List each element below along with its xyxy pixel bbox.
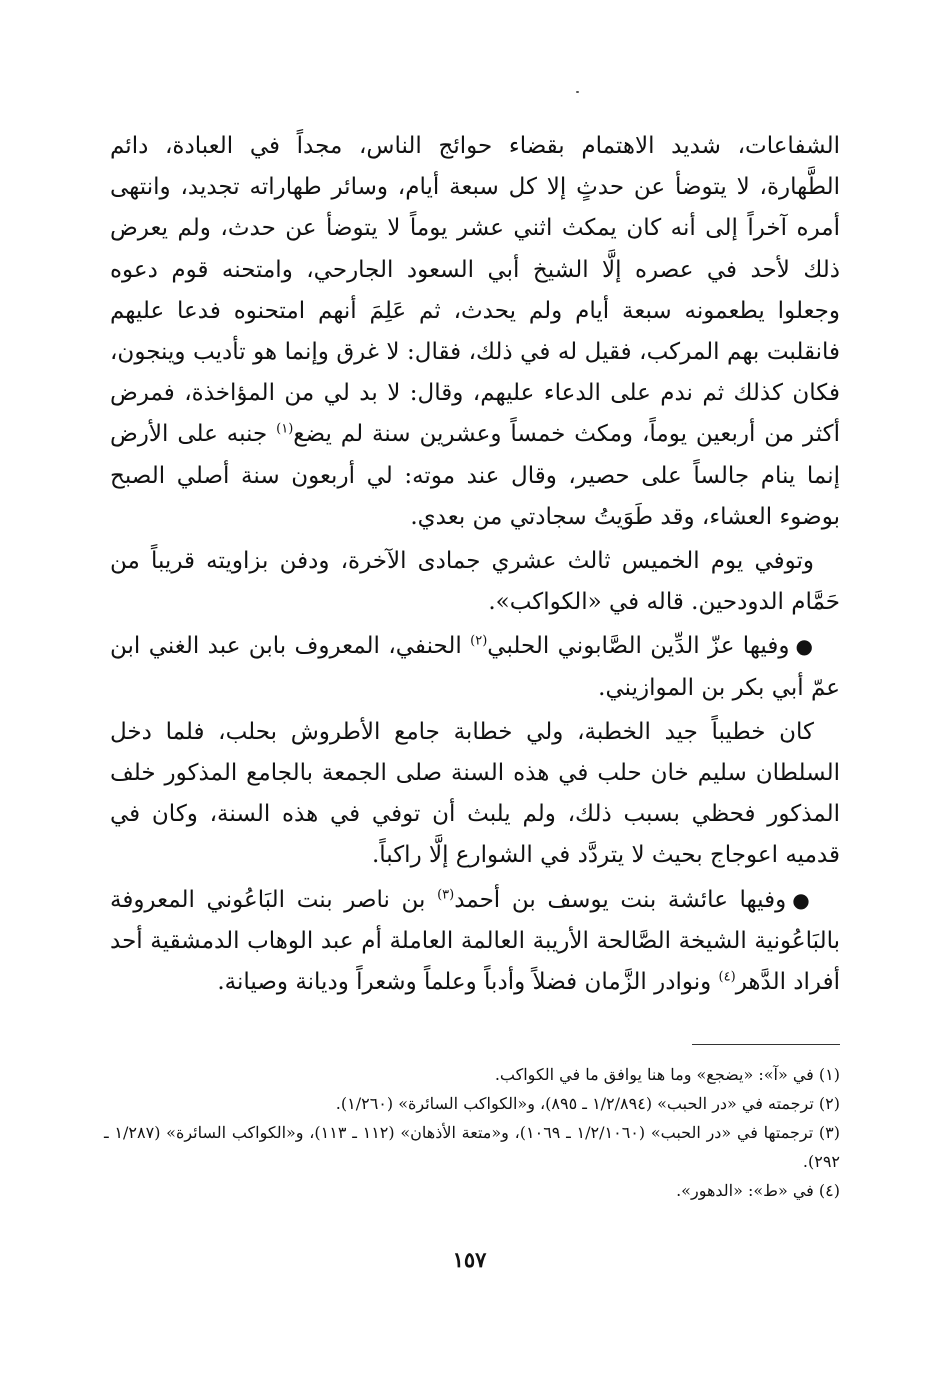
- paragraph-5-text-end: ونوادر الزَّمان فضلاً وأدباً وعلماً وشعراً وديانة وصيانة.: [217, 969, 719, 996]
- bullet-icon: ●: [795, 634, 814, 659]
- paragraph-1-text-end: جنبه على الأرض إنما ينام جالساً على حصير، وقال عند موته: لي أربعون سنة أصلي الصبح بوضوء العشاء، وقد طَوَيتُ سجادتي من بعدي.: [110, 421, 840, 530]
- footnote-2: (٢) ترجمته في «در الحبب» (١/٢/٨٩٤ ـ ٨٩٥)، و«الكواكب السائرة» (١/٢٦٠).: [335, 1094, 840, 1113]
- paragraph-4: [110, 712, 840, 877]
- paragraph-5-text-mid: بن ناصر بنت البَاعُوني المعروفة بالبَاعُونية الشيخة الصَّالحة الأريبة العالمة العاملة أم عبد الوهاب الدمشقية أحد أفراد الدَّهر: [110, 886, 840, 996]
- paragraph-2: [110, 541, 840, 623]
- main-text: [110, 126, 840, 1003]
- paragraph-3: [110, 626, 840, 708]
- paragraph-3-text: وفيها عزّ الدِّين الصَّابوني الحلبي: [487, 633, 790, 660]
- footnote-ref-3: (٣): [437, 887, 455, 902]
- paragraph-3-text-end: الحنفي، المعروف بابن عبد الغني ابن عمّ أبي بكر بن الموازيني.: [110, 633, 840, 701]
- footnotes: [104, 1060, 840, 1205]
- paragraph-5-text: وفيها عائشة بنت يوسف بن أحمد: [454, 886, 787, 913]
- footnote-ref-4: (٤): [718, 969, 736, 985]
- footnote-1: (١) في «آ»: «يضجع» وما هنا يوافق ما في الكواكب.: [494, 1065, 840, 1084]
- footnote-4: (٤) في «ط»: «الدهور».: [676, 1181, 840, 1200]
- footnote-divider: [692, 1044, 840, 1045]
- bullet-icon: ●: [792, 887, 814, 912]
- scan-speck: [576, 91, 579, 93]
- paragraph-1: [110, 126, 840, 538]
- page-number: ١٥٧: [452, 1247, 487, 1272]
- footnote-ref-2: (٢): [470, 633, 488, 649]
- footnote-ref-1: (١): [276, 421, 294, 437]
- paragraph-5: [110, 880, 840, 1004]
- paragraph-4-text: كان خطيباً جيد الخطبة، ولي خطابة جامع الأطروش بحلب، فلما دخل السلطان سليم خان حلب في هذه السنة صلى الجمعة بالجامع المذكور خلف المذكور فحظي بسبب ذلك، ولم يلبث أن توفي في هذه السنة، وكان في قدميه اعوجاج بحيث لا يتردَّد في الشوارع إلَّا راكباً.: [110, 718, 840, 869]
- paragraph-2-text: وتوفي يوم الخميس ثالث عشري جمادى الآخرة، ودفن بزاويته قريباً من حَمَّام الدودحين. قاله في «الكواكب».: [110, 548, 840, 616]
- footnote-3: (٣) ترجمتها في «در الحبب» (١/٢/١٠٦٠ ـ ١٠٦٩)، و«متعة الأذهان» (١١٢ ـ ١١٣)، و«الكواكب السائرة» (١/٢٨٧ ـ ٢٩٢).: [104, 1123, 840, 1171]
- paragraph-1-text: الشفاعات، شديد الاهتمام بقضاء حوائج الناس، مجداً في العبادة، دائم الطَّهارة، لا يتوضأ عن حدثٍ إلا كل سبعة أيام، وسائر طهاراته تجديد، وانتهى أمره آخراً إلى أنه كان يمكث اثني عشر يوماً لا يتوضأ عن حدث، ولم يعرض ذلك لأحد في عصره إلَّا الشيخ أبي السعود الجارحي، وامتحنه قوم دعوه وجعلوا يطعمونه سبعة أيام ولم يحدث، ثم عَلِمَ أنهم امتحنوه فدعا عليهم فانقلبت بهم المركب، فقيل له في ذلك، فقال: لا غرق وإنما هو تأديب وينجون، فكان كذلك ثم ندم على الدعاء عليهم، وقال: لا بد لي من المؤاخذة، فمرض أكثر من أربعين يوماً، ومكث خمساً وعشرين سنة لم يضع: [110, 133, 840, 448]
